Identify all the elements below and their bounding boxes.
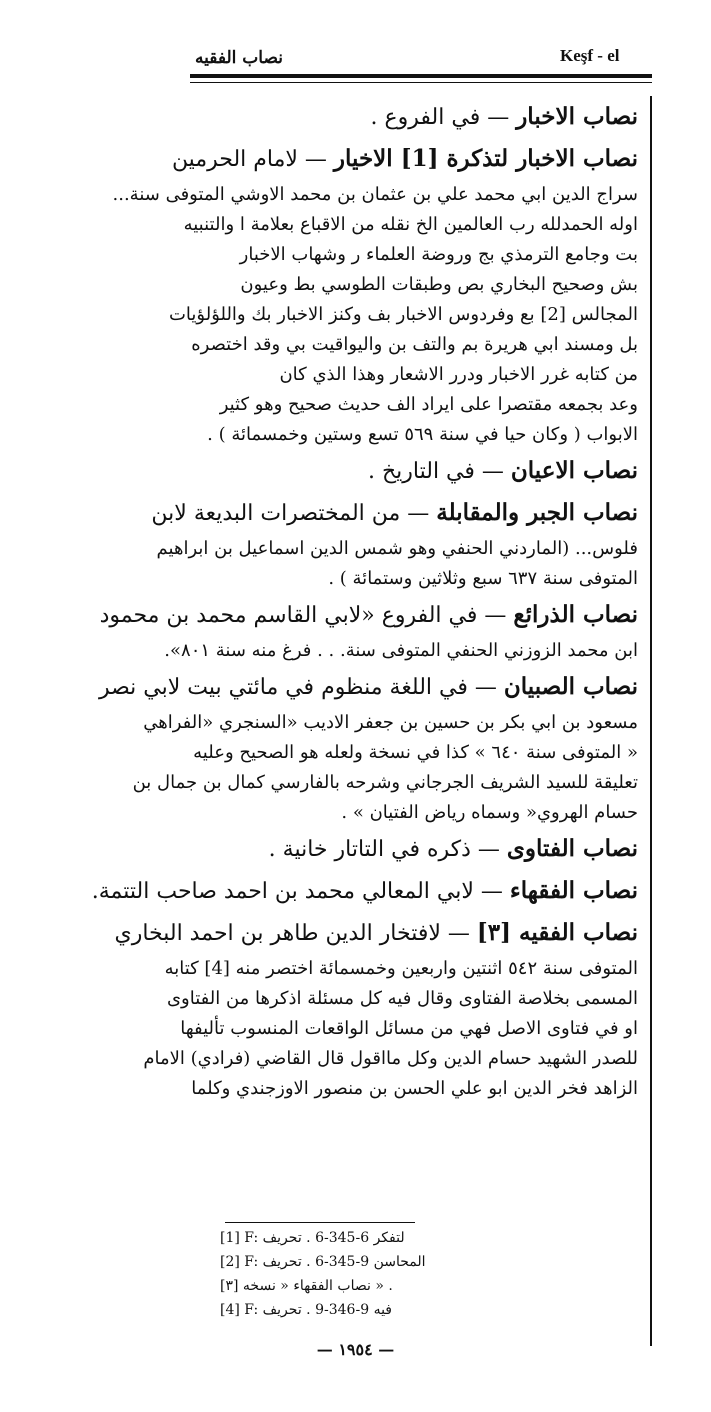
footnote: [1] F: لتفكر 6-345-6 . تحريف	[220, 1230, 405, 1246]
entry-headword: نصاب الاخبار لتذكرة [1] الاخيار	[333, 145, 638, 172]
text-line: بل ومسند ابي هريرة بم والتف بن واليواقيت بي وقد اختصره	[191, 334, 638, 355]
entry-description: — لابي المعالي محمد بن احمد صاحب التتمة.	[91, 879, 510, 904]
entry-description: — في اللغة منظوم في مائتي بيت لابي نصر	[98, 675, 504, 700]
entry-headword: نصاب الفتاوى	[506, 835, 638, 862]
edition-mark: Keşf - el	[560, 46, 620, 65]
text-line: تعليقة للسيد الشريف الجرجاني وشرحه بالفارسي كمال بن جمال بن	[132, 772, 638, 793]
text-line: فلوس... (الماردني الحنفي وهو شمس الدين اسماعيل بن ابراهيم	[156, 538, 638, 559]
text-line: بت وجامع الترمذي بج وروضة العلماء ر وشهاب الاخبار	[239, 244, 638, 265]
footnote: [٣] نصاب الفقهاء « نسخه » .	[220, 1278, 393, 1294]
entry-heading-line	[91, 870, 638, 912]
text-line: الزاهد فخر الدين ابو علي الحسن بن منصور الاوزجندي وكلما	[191, 1078, 638, 1099]
entry-description: — في التاريخ .	[367, 459, 511, 484]
entry-headword: نصاب الصبيان	[503, 673, 638, 700]
entry-description: — في الفروع .	[370, 105, 517, 130]
entry-description: — في الفروع «لابي القاسم محمد بن محمود	[99, 603, 514, 628]
text-line: الابواب ( وكان حيا في سنة ٥٦٩ تسع وستين وخمسمائة ) .	[207, 424, 638, 445]
text-line: المجالس [2] بع وفردوس الاخبار بف وكنز الاخبار بك واللؤلؤيات	[168, 304, 638, 325]
entry-description: — من المختصرات البديعة لابن	[151, 501, 437, 526]
text-line: « المتوفى سنة ٦٤٠ » كذا في نسخة ولعله هو الصحيح وعليه	[193, 742, 638, 763]
entry-heading-line	[98, 666, 638, 708]
entry-description: — لامام الحرمين	[171, 147, 334, 172]
body-text	[91, 96, 638, 1104]
entry-heading-line	[190, 96, 638, 138]
margin-rule	[650, 96, 652, 1346]
entry-heading-line	[171, 138, 638, 180]
text-line: او في فتاوى الاصل فهي من مسائل الواقعات المنسوب تأليفها	[180, 1018, 638, 1039]
text-line: سراج الدين ابي محمد علي بن عثمان بن محمد الاوشي المتوفى سنة...	[112, 184, 638, 205]
footnote: [2] F: المحاسن 9-345-6 . تحريف	[220, 1254, 426, 1270]
running-title: نصاب الفقيه	[195, 48, 283, 68]
text-line: المتوفى سنة ٦٣٧ سبع وثلاثين وستمائة ) .	[328, 568, 638, 589]
entry-headword: نصاب الاخبار	[516, 103, 638, 130]
text-line: وعد بجمعه مقتصرا على ايراد الف حديث صحيح وهو كثير	[219, 394, 638, 415]
text-line: بش وصحيح البخاري بص وطبقات الطوسي بط وعيون	[240, 274, 638, 295]
entry-heading-line	[151, 492, 638, 534]
entry-headword: نصاب الاعيان	[510, 457, 638, 484]
entry-headword: نصاب الفقهاء	[509, 877, 638, 904]
text-line: مسعود بن ابي بكر بن حسين بن جعفر الاديب «السنجري «الفراهي	[143, 712, 638, 733]
entry-heading-line	[99, 594, 638, 636]
page-number: — ١٩٥٤ —	[316, 1340, 395, 1359]
header-rule-thick	[190, 74, 652, 78]
footnotes	[220, 1226, 460, 1322]
text-line: المتوفى سنة ٥٤٢ اثنتين واربعين وخمسمائة اختصر منه [4] كتابه	[164, 958, 638, 979]
entry-description: — لافتخار الدين طاهر بن احمد البخاري	[114, 921, 477, 946]
footnote: [4] F: فيه 9-346-9 . تحريف	[220, 1302, 392, 1318]
footnote-rule	[225, 1222, 415, 1223]
text-line: ابن محمد الزوزني الحنفي المتوفى سنة. . . فرغ منه سنة ٨٠١».	[164, 640, 638, 661]
entry-headword: نصاب الجبر والمقابلة	[436, 499, 638, 526]
text-line: اوله الحمدلله رب العالمين الخ نقله من الاقباع بعلامة ا والتنبيه	[183, 214, 638, 235]
entry-heading-line	[190, 828, 638, 870]
text-line: للصدر الشهيد حسام الدين وكل مااقول قال القاضي (فرادي) الامام	[143, 1048, 638, 1069]
entry-description: — ذكره في التاتار خانية .	[268, 837, 507, 862]
text-line: من كتابه غرر الاخبار ودرر الاشعار وهذا الذي كان	[279, 364, 638, 385]
entry-headword: نصاب الذرائع	[513, 601, 638, 628]
text-line: المسمى بخلاصة الفتاوى وقال فيه كل مسئلة اذكرها من الفتاوى	[166, 988, 638, 1009]
text-line: حسام الهروي« وسماه رياض الفتيان » .	[341, 802, 638, 823]
header-rule-thin	[190, 82, 652, 83]
entry-heading-line	[114, 912, 638, 954]
entry-headword: نصاب الفقيه [٣]	[476, 919, 638, 946]
entry-heading-line	[190, 450, 638, 492]
